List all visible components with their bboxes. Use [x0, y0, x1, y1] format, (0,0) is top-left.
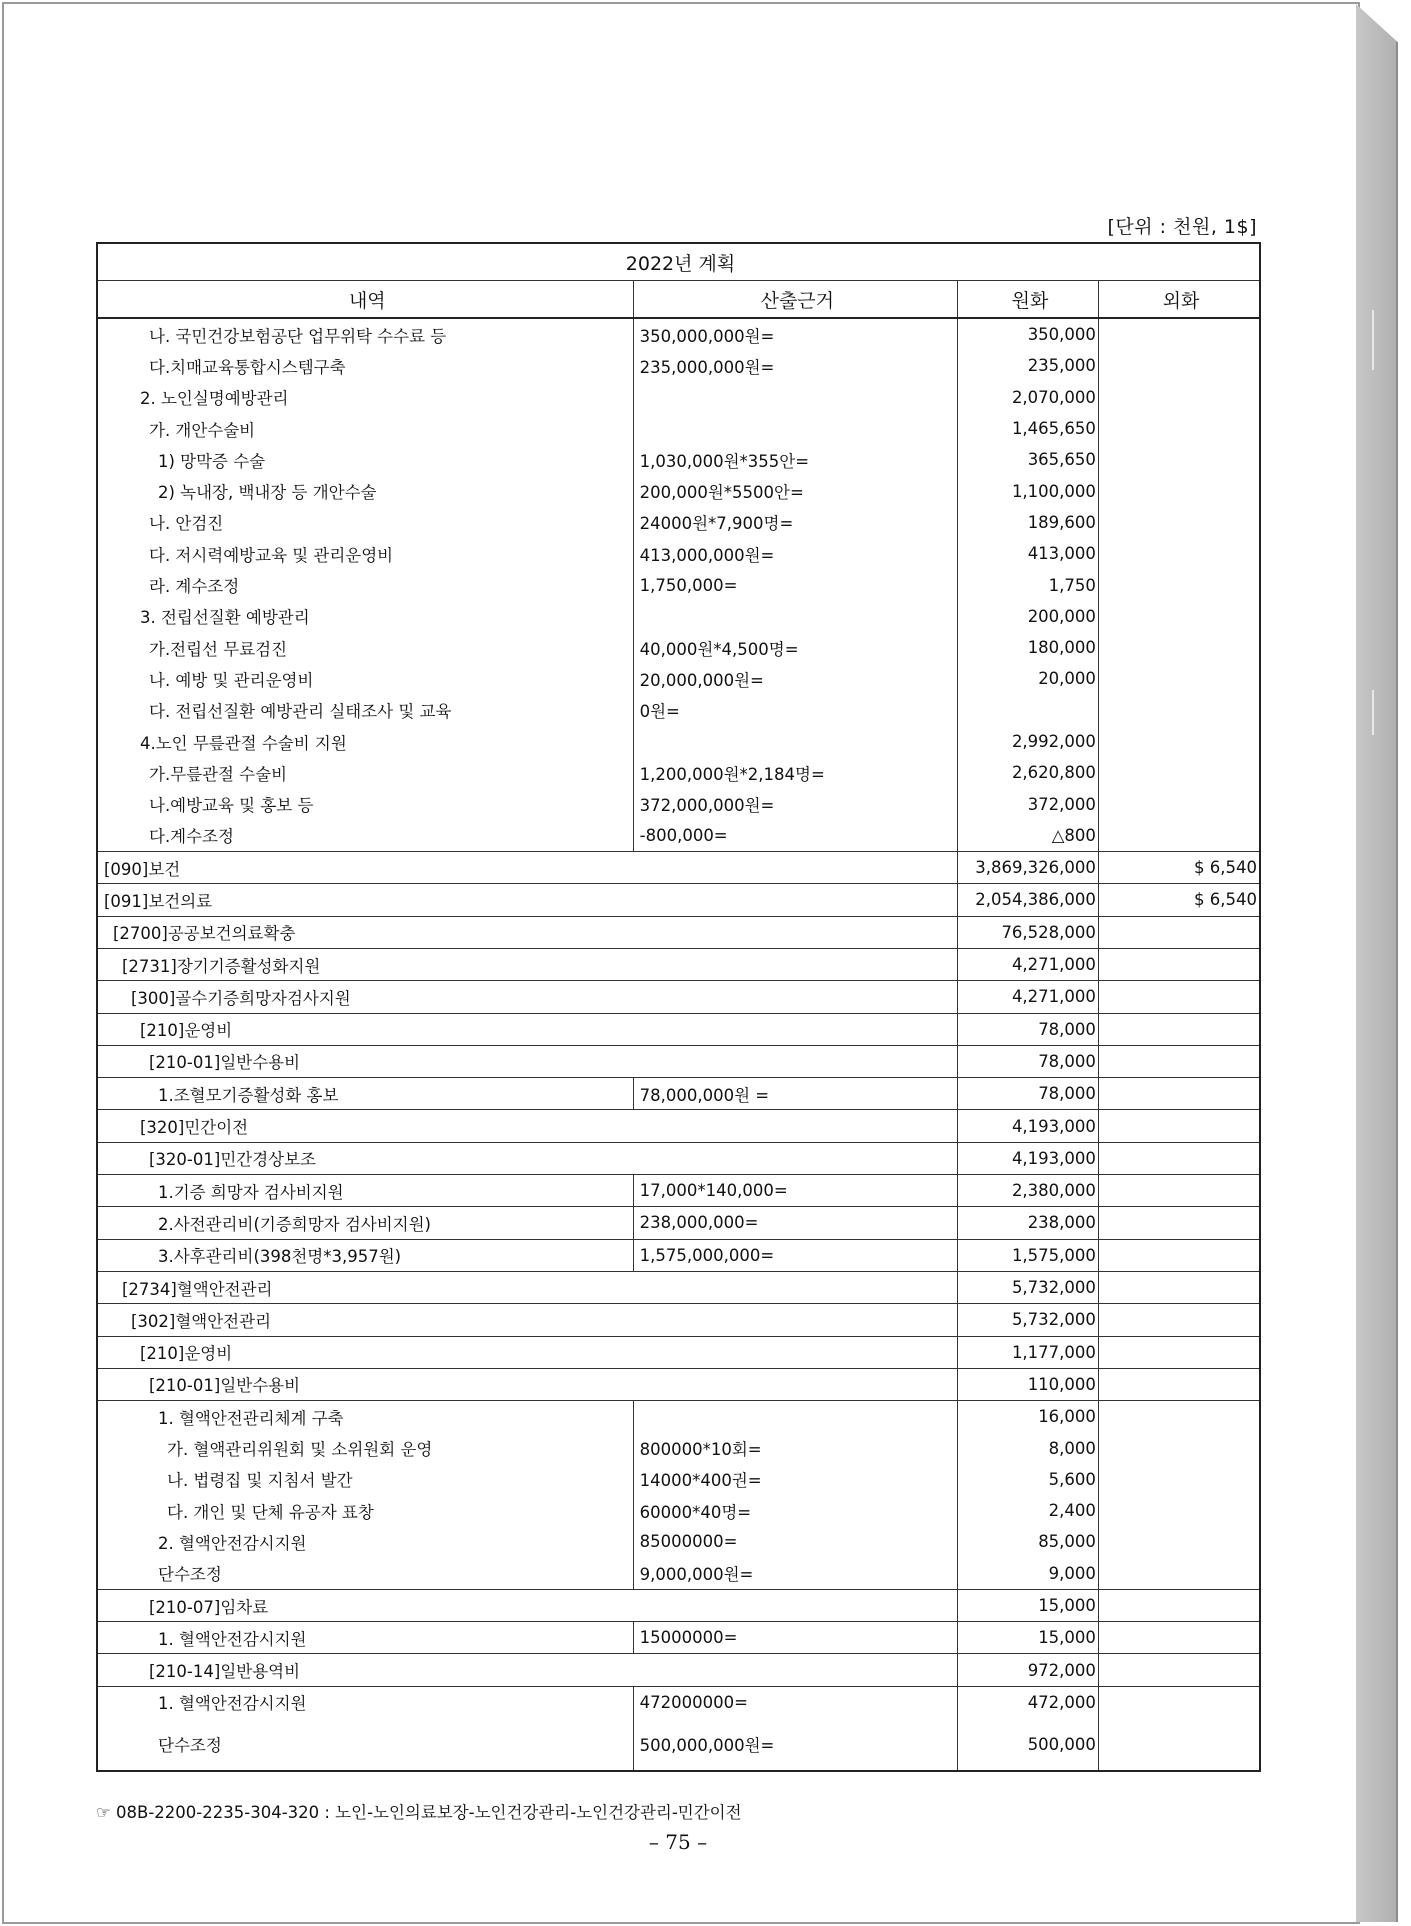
- row-krw: 110,000: [957, 1368, 1098, 1400]
- edge-mark: [1372, 310, 1374, 370]
- row-item: 다.치매교육통합시스템구축: [97, 350, 633, 381]
- header-item: 내역: [97, 281, 633, 319]
- row-fx: [1098, 820, 1260, 852]
- row-fx: [1098, 318, 1260, 350]
- row-krw: 1,177,000: [957, 1336, 1098, 1368]
- row-fx: [1098, 1432, 1260, 1463]
- row-basis: 15000000=: [633, 1622, 957, 1654]
- table-row: [97, 350, 1260, 381]
- row-item: 나. 안검진: [97, 507, 633, 538]
- table-row: [97, 1401, 1260, 1433]
- table-row: [97, 1368, 1260, 1400]
- row-item: 나. 예방 및 관리운영비: [97, 663, 633, 694]
- row-item: [210-01]일반수용비: [97, 1368, 957, 1400]
- table-row: [97, 1207, 1260, 1239]
- table-row: [97, 1175, 1260, 1207]
- row-krw: 78,000: [957, 1013, 1098, 1045]
- row-basis: 1,750,000=: [633, 569, 957, 600]
- row-item: [090]보건: [97, 852, 957, 884]
- table-row: [97, 981, 1260, 1013]
- row-fx: [1098, 1239, 1260, 1271]
- table-row: [97, 1336, 1260, 1368]
- row-fx: [1098, 1686, 1260, 1718]
- row-item: [210-01]일반수용비: [97, 1045, 957, 1077]
- row-basis: 1,030,000원*355안=: [633, 444, 957, 475]
- row-krw: 8,000: [957, 1432, 1098, 1463]
- table-row: [97, 632, 1260, 663]
- table-row: [97, 1045, 1260, 1077]
- row-item: 단수조정: [97, 1558, 633, 1590]
- row-basis: 372,000,000원=: [633, 788, 957, 819]
- row-basis: 238,000,000=: [633, 1207, 957, 1239]
- table-row: [97, 916, 1260, 948]
- row-fx: [1098, 788, 1260, 819]
- row-basis: 78,000,000원 =: [633, 1078, 957, 1110]
- row-basis: [633, 726, 957, 757]
- row-fx: [1098, 382, 1260, 413]
- row-item: 다.계수조정: [97, 820, 633, 852]
- row-krw: 238,000: [957, 1207, 1098, 1239]
- table-row: [97, 538, 1260, 569]
- row-fx: $ 6,540: [1098, 852, 1260, 884]
- row-fx: [1098, 726, 1260, 757]
- row-item: [320]민간이전: [97, 1110, 957, 1142]
- row-item: 1. 혈액안전감시지원: [97, 1686, 633, 1718]
- row-fx: [1098, 1368, 1260, 1400]
- table-row: [97, 1304, 1260, 1336]
- row-item: 가.무릎관절 수술비: [97, 757, 633, 788]
- row-krw: 2,400: [957, 1495, 1098, 1526]
- row-krw: 76,528,000: [957, 916, 1098, 948]
- table-row: [97, 757, 1260, 788]
- row-krw: 1,575,000: [957, 1239, 1098, 1271]
- table-row: [97, 601, 1260, 632]
- row-item: 4.노인 무릎관절 수술비 지원: [97, 726, 633, 757]
- row-item: [2731]장기기증활성화지원: [97, 948, 957, 980]
- table-row: [97, 1495, 1260, 1526]
- row-item: 3.사후관리비(398천명*3,957원): [97, 1239, 633, 1271]
- row-krw: 180,000: [957, 632, 1098, 663]
- row-item: 2.사전관리비(기증희망자 검사비지원): [97, 1207, 633, 1239]
- row-krw: 3,869,326,000: [957, 852, 1098, 884]
- row-krw: 2,070,000: [957, 382, 1098, 413]
- header-fx: 외화: [1098, 281, 1260, 319]
- row-item: 1.기증 희망자 검사비지원: [97, 1175, 633, 1207]
- row-fx: [1098, 981, 1260, 1013]
- row-basis: -800,000=: [633, 820, 957, 852]
- row-item: 단수조정: [97, 1718, 633, 1771]
- row-krw: 4,271,000: [957, 948, 1098, 980]
- row-krw: 189,600: [957, 507, 1098, 538]
- row-item: 가. 개안수술비: [97, 413, 633, 444]
- table-row: [97, 1239, 1260, 1271]
- row-item: 나. 국민건강보험공단 업무위탁 수수료 등: [97, 318, 633, 350]
- row-item: [2734]혈액안전관리: [97, 1271, 957, 1303]
- row-item: 다. 저시력예방교육 및 관리운영비: [97, 538, 633, 569]
- row-item: 가.전립선 무료검진: [97, 632, 633, 663]
- table-row: [97, 663, 1260, 694]
- edge-mark: [1372, 690, 1374, 735]
- row-krw: 972,000: [957, 1654, 1098, 1686]
- row-fx: [1098, 1142, 1260, 1174]
- row-krw: 2,380,000: [957, 1175, 1098, 1207]
- table-row: [97, 507, 1260, 538]
- row-item: [2700]공공보건의료확충: [97, 916, 957, 948]
- table-row: [97, 726, 1260, 757]
- row-fx: [1098, 1558, 1260, 1590]
- table-row: [97, 1686, 1260, 1718]
- row-fx: [1098, 1526, 1260, 1557]
- table-row: [97, 1526, 1260, 1557]
- row-fx: [1098, 1013, 1260, 1045]
- table-row: [97, 788, 1260, 819]
- row-item: [300]골수기증희망자검사지원: [97, 981, 957, 1013]
- table-row: [97, 852, 1260, 884]
- table-row: [97, 444, 1260, 475]
- row-fx: [1098, 601, 1260, 632]
- row-krw: [957, 695, 1098, 726]
- row-fx: [1098, 916, 1260, 948]
- table-row: [97, 1654, 1260, 1686]
- row-fx: [1098, 1110, 1260, 1142]
- table-row: [97, 413, 1260, 444]
- row-krw: 78,000: [957, 1078, 1098, 1110]
- table-row: [97, 695, 1260, 726]
- row-basis: [633, 601, 957, 632]
- row-krw: 2,992,000: [957, 726, 1098, 757]
- row-fx: [1098, 1654, 1260, 1686]
- row-item: 1) 망막증 수술: [97, 444, 633, 475]
- row-basis: 500,000,000원=: [633, 1718, 957, 1771]
- row-item: [210-14]일반용역비: [97, 1654, 957, 1686]
- row-krw: 4,271,000: [957, 981, 1098, 1013]
- row-fx: [1098, 757, 1260, 788]
- row-basis: 85000000=: [633, 1526, 957, 1557]
- row-fx: [1098, 1271, 1260, 1303]
- row-basis: 60000*40명=: [633, 1495, 957, 1526]
- row-fx: [1098, 1336, 1260, 1368]
- table-row: [97, 1013, 1260, 1045]
- row-item: 라. 계수조정: [97, 569, 633, 600]
- row-item: [210]운영비: [97, 1013, 957, 1045]
- row-krw: 16,000: [957, 1401, 1098, 1433]
- row-basis: [633, 1401, 957, 1433]
- table-row: [97, 1589, 1260, 1621]
- table-header-row: [97, 281, 1260, 319]
- table-row: [97, 475, 1260, 506]
- row-fx: [1098, 1495, 1260, 1526]
- row-basis: [633, 382, 957, 413]
- row-basis: 17,000*140,000=: [633, 1175, 957, 1207]
- row-fx: [1098, 1175, 1260, 1207]
- row-fx: [1098, 413, 1260, 444]
- header-krw: 원화: [957, 281, 1098, 319]
- row-basis: [633, 413, 957, 444]
- row-basis: 14000*400권=: [633, 1464, 957, 1495]
- header-basis: 산출근거: [633, 281, 957, 319]
- plan-title: 2022년 계획: [97, 243, 1260, 281]
- row-item: 나.예방교육 및 홍보 등: [97, 788, 633, 819]
- row-fx: [1098, 1304, 1260, 1336]
- table-row: [97, 884, 1260, 916]
- row-krw: 20,000: [957, 663, 1098, 694]
- table-row: [97, 1718, 1260, 1771]
- row-item: 가. 혈액관리위원회 및 소위원회 운영: [97, 1432, 633, 1463]
- row-fx: [1098, 1589, 1260, 1621]
- row-basis: 235,000,000원=: [633, 350, 957, 381]
- row-krw: △800: [957, 820, 1098, 852]
- row-fx: [1098, 1401, 1260, 1433]
- row-item: 2. 혈액안전감시지원: [97, 1526, 633, 1557]
- row-krw: 5,732,000: [957, 1304, 1098, 1336]
- row-krw: 5,600: [957, 1464, 1098, 1495]
- row-basis: 40,000원*4,500명=: [633, 632, 957, 663]
- table-row: [97, 948, 1260, 980]
- row-krw: 5,732,000: [957, 1271, 1098, 1303]
- table-row: [97, 1142, 1260, 1174]
- row-basis: 20,000,000원=: [633, 663, 957, 694]
- row-krw: 4,193,000: [957, 1110, 1098, 1142]
- row-item: [210]운영비: [97, 1336, 957, 1368]
- row-basis: 1,575,000,000=: [633, 1239, 957, 1271]
- row-fx: [1098, 1622, 1260, 1654]
- row-item: [091]보건의료: [97, 884, 957, 916]
- row-krw: 372,000: [957, 788, 1098, 819]
- row-item: 2) 녹내장, 백내장 등 개안수술: [97, 475, 633, 506]
- row-item: [320-01]민간경상보조: [97, 1142, 957, 1174]
- row-krw: 85,000: [957, 1526, 1098, 1557]
- footnote: ☞ 08B-2200-2235-304-320 : 노인-노인의료보장-노인건강관리-노인건강관리-민간이전: [96, 1803, 742, 1822]
- page-edge: [1356, 4, 1398, 1922]
- unit-note: [단위 : 천원, 1$]: [1107, 216, 1257, 238]
- row-krw: 365,650: [957, 444, 1098, 475]
- row-krw: 472,000: [957, 1686, 1098, 1718]
- row-fx: [1098, 948, 1260, 980]
- row-basis: 0원=: [633, 695, 957, 726]
- row-basis: 1,200,000원*2,184명=: [633, 757, 957, 788]
- table-row: [97, 1432, 1260, 1463]
- table-row: [97, 1464, 1260, 1495]
- row-fx: $ 6,540: [1098, 884, 1260, 916]
- budget-table: [96, 242, 1261, 1772]
- row-basis: 413,000,000원=: [633, 538, 957, 569]
- table-row: [97, 820, 1260, 852]
- row-basis: 800000*10회=: [633, 1432, 957, 1463]
- table-title-row: [97, 243, 1260, 281]
- row-krw: 200,000: [957, 601, 1098, 632]
- row-fx: [1098, 1078, 1260, 1110]
- row-fx: [1098, 1045, 1260, 1077]
- row-basis: 9,000,000원=: [633, 1558, 957, 1590]
- row-item: 1. 혈액안전감시지원: [97, 1622, 633, 1654]
- row-krw: 350,000: [957, 318, 1098, 350]
- row-item: [302]혈액안전관리: [97, 1304, 957, 1336]
- table-row: [97, 1271, 1260, 1303]
- row-krw: 235,000: [957, 350, 1098, 381]
- row-item: 나. 법령집 및 지침서 발간: [97, 1464, 633, 1495]
- row-basis: 24000원*7,900명=: [633, 507, 957, 538]
- row-krw: 500,000: [957, 1718, 1098, 1771]
- row-item: 다. 전립선질환 예방관리 실태조사 및 교육: [97, 695, 633, 726]
- row-fx: [1098, 507, 1260, 538]
- row-krw: 15,000: [957, 1622, 1098, 1654]
- row-basis: 472000000=: [633, 1686, 957, 1718]
- table-row: [97, 1622, 1260, 1654]
- row-fx: [1098, 1718, 1260, 1771]
- row-krw: 78,000: [957, 1045, 1098, 1077]
- row-krw: 2,620,800: [957, 757, 1098, 788]
- row-krw: 1,750: [957, 569, 1098, 600]
- row-fx: [1098, 444, 1260, 475]
- row-fx: [1098, 475, 1260, 506]
- row-krw: 15,000: [957, 1589, 1098, 1621]
- row-basis: 200,000원*5500안=: [633, 475, 957, 506]
- table-row: [97, 382, 1260, 413]
- row-krw: 413,000: [957, 538, 1098, 569]
- row-fx: [1098, 632, 1260, 663]
- row-krw: 2,054,386,000: [957, 884, 1098, 916]
- row-item: 1. 혈액안전관리체계 구축: [97, 1401, 633, 1433]
- row-fx: [1098, 663, 1260, 694]
- table-row: [97, 318, 1260, 350]
- row-krw: 4,193,000: [957, 1142, 1098, 1174]
- row-item: 1.조혈모기증활성화 홍보: [97, 1078, 633, 1110]
- table-row: [97, 1110, 1260, 1142]
- page-number: – 75 –: [648, 1830, 708, 1854]
- table-row: [97, 1558, 1260, 1590]
- row-basis: 350,000,000원=: [633, 318, 957, 350]
- row-fx: [1098, 695, 1260, 726]
- row-item: 2. 노인실명예방관리: [97, 382, 633, 413]
- row-krw: 9,000: [957, 1558, 1098, 1590]
- row-fx: [1098, 1207, 1260, 1239]
- row-fx: [1098, 350, 1260, 381]
- row-krw: 1,465,650: [957, 413, 1098, 444]
- row-item: 3. 전립선질환 예방관리: [97, 601, 633, 632]
- table-row: [97, 569, 1260, 600]
- row-krw: 1,100,000: [957, 475, 1098, 506]
- row-fx: [1098, 569, 1260, 600]
- table-row: [97, 1078, 1260, 1110]
- row-fx: [1098, 538, 1260, 569]
- row-fx: [1098, 1464, 1260, 1495]
- row-item: [210-07]임차료: [97, 1589, 957, 1621]
- row-item: 다. 개인 및 단체 유공자 표창: [97, 1495, 633, 1526]
